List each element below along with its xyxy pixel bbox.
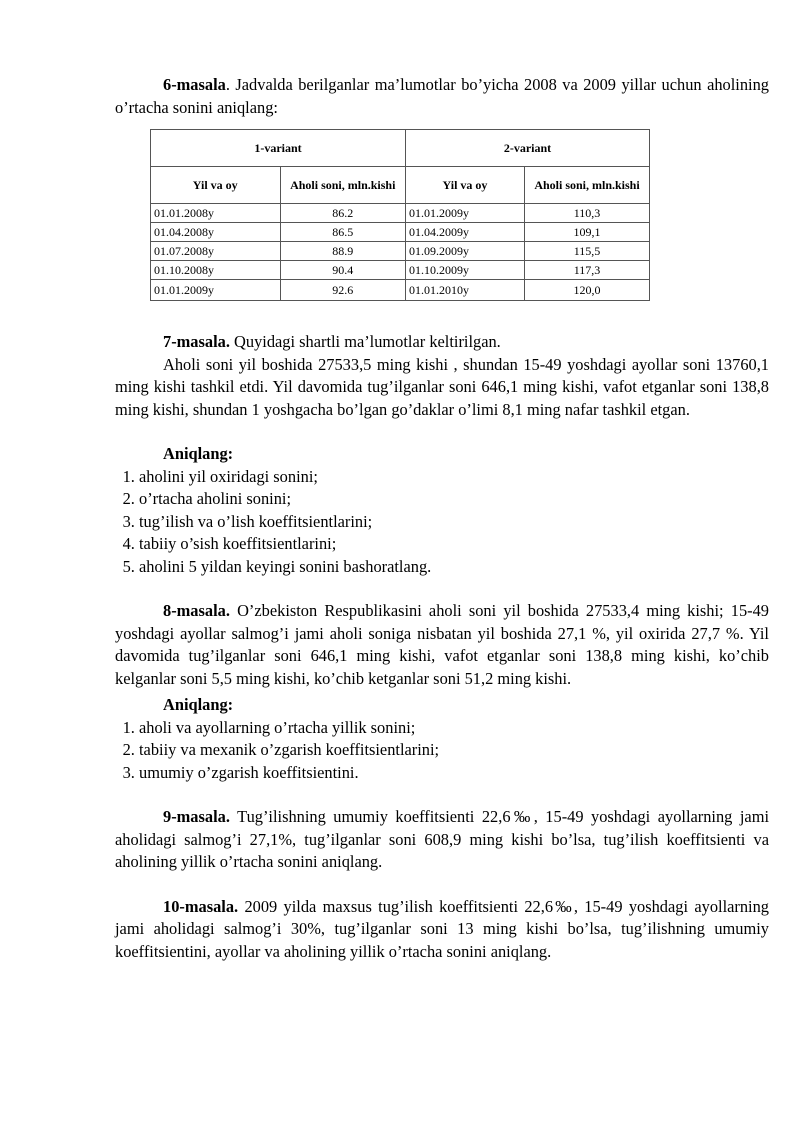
problem-7-label: 7-masala. <box>163 332 230 351</box>
problem-8-text: O’zbekiston Respublikasini aholi soni yil boshida 27533,4 ming kishi; 15-49 yoshdagi ayollar salmog’i jami aholi soniga nisbatan yil boshida 27,1 %, yil oxirida 27,7 %. Yil davomida tug’ilganlar soni 646,1 ming kishi, vafot etganlar soni 138,8 ming kishi, ko’chib kelganlar soni 5,5 ming kishi, ko’chib ketganlar soni 51,2 ming kishi. <box>115 601 769 688</box>
list-item: 4. tabiiy o’sish koeffitsientlarini; <box>139 533 769 556</box>
list-item: 5. aholini 5 yildan keyingi sonini bashoratlang. <box>139 556 769 579</box>
table-row <box>151 242 650 261</box>
value-cell: 92.6 <box>280 280 406 301</box>
variant-2-header: 2-variant <box>406 130 650 167</box>
col-date-header-1: Yil va oy <box>151 167 281 204</box>
problem-8-label: 8-masala. <box>163 601 230 620</box>
table-variant-row <box>151 130 650 167</box>
date-cell: 01.04.2008y <box>151 223 281 242</box>
value-cell: 110,3 <box>525 204 650 223</box>
date-cell: 01.09.2009y <box>406 242 525 261</box>
date-cell: 01.01.2009y <box>151 280 281 301</box>
problem-10-text: 2009 yilda maxsus tug’ilish koeffitsienti 22,6‰, 15-49 yoshdagi ayollarning jami aholidagi salmog’i 30%, tug’ilganlar soni 13 ming kishi bo’lsa, tug’ilishning umumiy koeffitsientini, ayollar va aholining yillik o’rtacha sonini aniqlang. <box>115 896 769 961</box>
problem-8-heading: Aniqlang: <box>163 695 234 714</box>
table-column-header-row <box>151 167 650 204</box>
variant-1-header: 1-variant <box>151 130 406 167</box>
date-cell: 01.10.2008y <box>151 261 281 280</box>
value-cell: 90.4 <box>280 261 406 280</box>
list-item: 1. aholini yil oxiridagi sonini; <box>139 466 769 489</box>
date-cell: 01.01.2009y <box>406 204 525 223</box>
value-cell: 120,0 <box>525 280 650 301</box>
col-pop-header-1: Aholi soni, mln.kishi <box>280 167 406 204</box>
problem-7-list <box>115 466 769 579</box>
problem-6-text: . Jadvalda berilganlar ma’lumotlar bo’yicha 2008 va 2009 yillar uchun aholining o’rtacha sonini aniqlang: <box>115 75 769 117</box>
date-cell: 01.01.2010y <box>406 280 525 301</box>
value-cell: 86.5 <box>280 223 406 242</box>
date-cell: 01.10.2009y <box>406 261 525 280</box>
table-row <box>151 280 650 301</box>
col-date-header-2: Yil va oy <box>406 167 525 204</box>
population-table <box>150 129 650 301</box>
table-row <box>151 261 650 280</box>
col-pop-header-2: Aholi soni, mln.kishi <box>525 167 650 204</box>
problem-10-label: 10-masala. <box>163 896 239 916</box>
problem-7-intro <box>115 331 769 354</box>
list-item: 3. tug’ilish va o’lish koeffitsientlarini; <box>139 511 769 534</box>
table-row <box>151 204 650 223</box>
problem-10-paragraph <box>115 896 769 964</box>
problem-9-label: 9-masala. <box>163 807 230 826</box>
problem-9-paragraph <box>115 806 769 874</box>
value-cell: 86.2 <box>280 204 406 223</box>
value-cell: 115,5 <box>525 242 650 261</box>
document-page <box>115 74 769 963</box>
problem-7-body: Aholi soni yil boshida 27533,5 ming kishi , shundan 15-49 yoshdagi ayollar soni 13760,1 ming kishi tashkil etdi. Yil davomida tug’ilganlar soni 646,1 ming kishi, vafot etganlar soni 138,8 ming kishi, shundan 1 yoshgacha bo’lgan go’daklar o’limi 8,1 ming nafar tashkil etgan. <box>115 354 769 419</box>
problem-6-paragraph <box>115 74 769 119</box>
value-cell: 117,3 <box>525 261 650 280</box>
date-cell: 01.01.2008y <box>151 204 281 223</box>
list-item: 1. aholi va ayollarning o’rtacha yillik sonini; <box>139 717 769 740</box>
value-cell: 88.9 <box>280 242 406 261</box>
list-item: 3. umumiy o’zgarish koeffitsientini. <box>139 762 769 785</box>
problem-6-label: 6-masala <box>163 75 226 94</box>
problem-8-list <box>115 717 769 785</box>
value-cell: 109,1 <box>525 223 650 242</box>
table-row <box>151 223 650 242</box>
problem-8-paragraph <box>115 600 769 690</box>
problem-9-text: Tug’ilishning umumiy koeffitsienti 22,6‰, 15-49 yoshdagi ayollarning jami aholidagi salmog’i 27,1%, tug’ilganlar soni 608,9 ming kishi bo’lsa, tug’ilish koeffitsienti va aholining yillik o’rtacha sonini aniqlang. <box>115 807 769 871</box>
list-item: 2. o’rtacha aholini sonini; <box>139 488 769 511</box>
list-item: 2. tabiiy va mexanik o’zgarish koeffitsientlarini; <box>139 739 769 762</box>
problem-7-heading: Aniqlang: <box>163 444 234 463</box>
date-cell: 01.04.2009y <box>406 223 525 242</box>
date-cell: 01.07.2008y <box>151 242 281 261</box>
problem-7-intro-text: Quyidagi shartli ma’lumotlar keltirilgan. <box>229 332 501 351</box>
